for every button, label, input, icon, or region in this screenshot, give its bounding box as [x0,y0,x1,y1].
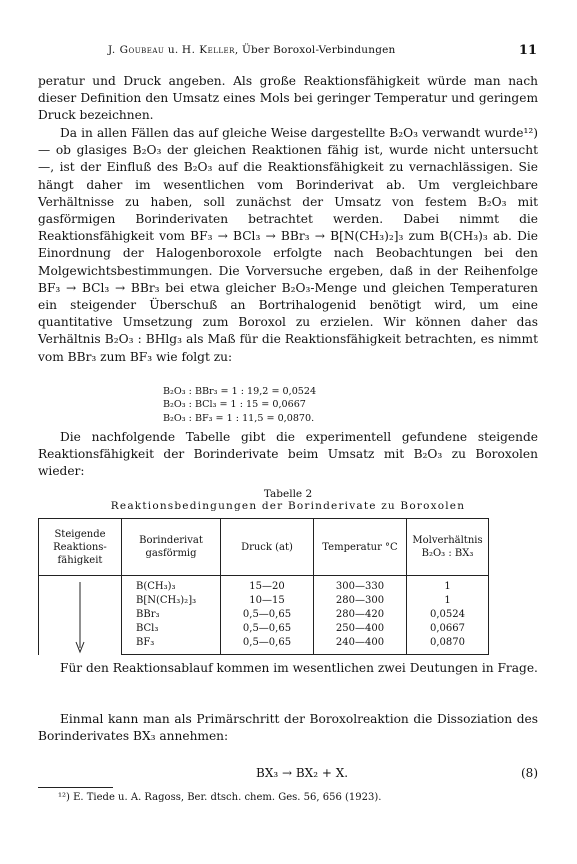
equation-text: BX₃ → BX₂ + X. [256,766,349,780]
paragraph-2-text: Da in allen Fällen das auf gleiche Weise dargestellte B₂O₃ verwandt wurde¹²) — ob glasiges B₂O₃ der gleichen Reaktionen fähig ist, wurde nicht untersucht —, ist der Einfluß des B₂O₃ auf die Reaktionsfähigkeit zu vernachlässigen. Sie hängt daher im wesentlichen vom Borinderivat ab. Um vergleichbare Verhältnisse zu haben, soll zunächst der Umsatz von festem B₂O₃ mit gasförmigen Borinderivaten betrachtet werden. Dabei nimmt die Reaktionsfähigkeit vom BF₃ → BCl₃ → BBr₃ → B[N(CH₃)₂]₃ zum B(CH₃)₃ ab. Die Einordnung der Halogenboroxole erfolgte nach Beobachtungen bei den Molgewichtsbestimmungen. Die Vorversuche ergeben, daß in der Reihenfolge BF₃ → BCl₃ → BBr₃ bei etwa gleicher B₂O₃-Menge und gleichen Temperaturen ein steigender Überschuß an Bortrihalogenid benötigt wird, um eine quantitative Umsetzung zum Boroxol zu erzielen. Wir können daher das Verhältnis B₂O₃ : BHlg₃ als Maß für die Reaktionsfähigkeit betrachten, es nimmt vom BBr₃ zum BF₃ wie folgt zu: [38,126,538,364]
paragraph-2 [38,125,538,366]
cell-temperature: 300—330 [314,576,407,595]
footnote [58,792,381,803]
footnote-marker: ¹²) [58,792,70,803]
header-derivative: Borinderivat gasförmig [122,519,221,576]
cell-temperature: 240—400 [314,636,407,655]
reactivity-arrow-cell [39,576,122,655]
cell-ratio: 0,0870 [407,636,489,655]
cell-temperature: 250—400 [314,622,407,636]
cell-derivative: B[N(CH₃)₂]₃ [122,594,221,608]
header-pressure: Druck (at) [221,519,314,576]
cell-pressure: 0,5—0,65 [221,608,314,622]
cell-derivative: BF₃ [122,636,221,655]
cell-ratio: 1 [407,576,489,595]
header-author-1: J. Goubeau [108,44,165,56]
reaction-table [38,518,489,655]
table-subcaption: Reaktionsbedingungen der Borinderivate zu Boroxolen [110,500,466,512]
ratio-bf3: B₂O₃ : BF₃ = 1 : 11,5 = 0,0870. [163,412,315,424]
paragraph-4 [38,660,538,677]
cell-derivative: B(CH₃)₃ [122,576,221,595]
paragraph-4-text: Für den Reaktionsablauf kommen im wesentlichen zwei Deutungen in Frage. [60,661,538,675]
cell-pressure: 0,5—0,65 [221,622,314,636]
page-number: 11 [518,43,537,58]
cell-temperature: 280—420 [314,608,407,622]
table-caption: Tabelle 2 [263,488,313,500]
header-title-rest: , Über Boroxol-Verbindungen [234,44,396,56]
paragraph-3 [38,429,538,481]
header-molar-ratio: Molverhältnis B₂O₃ : BX₃ [407,519,489,576]
cell-ratio: 0,0524 [407,608,489,622]
cell-pressure: 15—20 [221,576,314,595]
paragraph-1-text: peratur und Druck angeben. Als große Reaktionsfähigkeit würde man nach dieser Definition den Umsatz eines Mols bei geringer Temperatur und geringem Druck bezeichnen. [38,74,538,123]
ratio-bbr3: B₂O₃ : BBr₃ = 1 : 19,2 = 0,0524 [163,386,317,397]
cell-pressure: 0,5—0,65 [221,636,314,655]
header-reactivity: Steigende Reaktions-fähigkeit [39,519,122,576]
ratio-list [163,385,316,425]
down-arrow-icon [70,580,90,654]
equation-number: (8) [521,766,538,780]
cell-ratio: 1 [407,594,489,608]
paragraph-1 [38,73,538,125]
cell-temperature: 280—300 [314,594,407,608]
cell-ratio: 0,0667 [407,622,489,636]
footnote-text: E. Tiede u. A. Ragoss, Ber. dtsch. chem. Ges. 56, 656 (1923). [73,792,382,803]
paragraph-5 [38,711,538,745]
table-row [39,576,489,595]
header-conjunction: u. [167,44,179,56]
header-author-2: H. Keller [181,44,235,56]
footnote-rule [38,787,113,788]
table-header-row [39,519,489,576]
cell-derivative: BCl₃ [122,622,221,636]
header-temperature: Temperatur °C [314,519,407,576]
header-title [108,44,396,56]
ratio-bcl3: B₂O₃ : BCl₃ = 1 : 15 = 0,0667 [163,399,306,411]
paragraph-3-text: Die nachfolgende Tabelle gibt die experimentell gefundene steigende Reaktionsfähigkeit der Borinderivate beim Umsatz mit B₂O₃ zu Boroxolen wieder: [38,430,538,479]
cell-derivative: BBr₃ [122,608,221,622]
cell-pressure: 10—15 [221,594,314,608]
paragraph-5-text: Einmal kann man als Primärschritt der Boroxolreaktion die Dissoziation des Borinderivates BX₃ annehmen: [38,712,538,744]
running-header [38,44,537,60]
